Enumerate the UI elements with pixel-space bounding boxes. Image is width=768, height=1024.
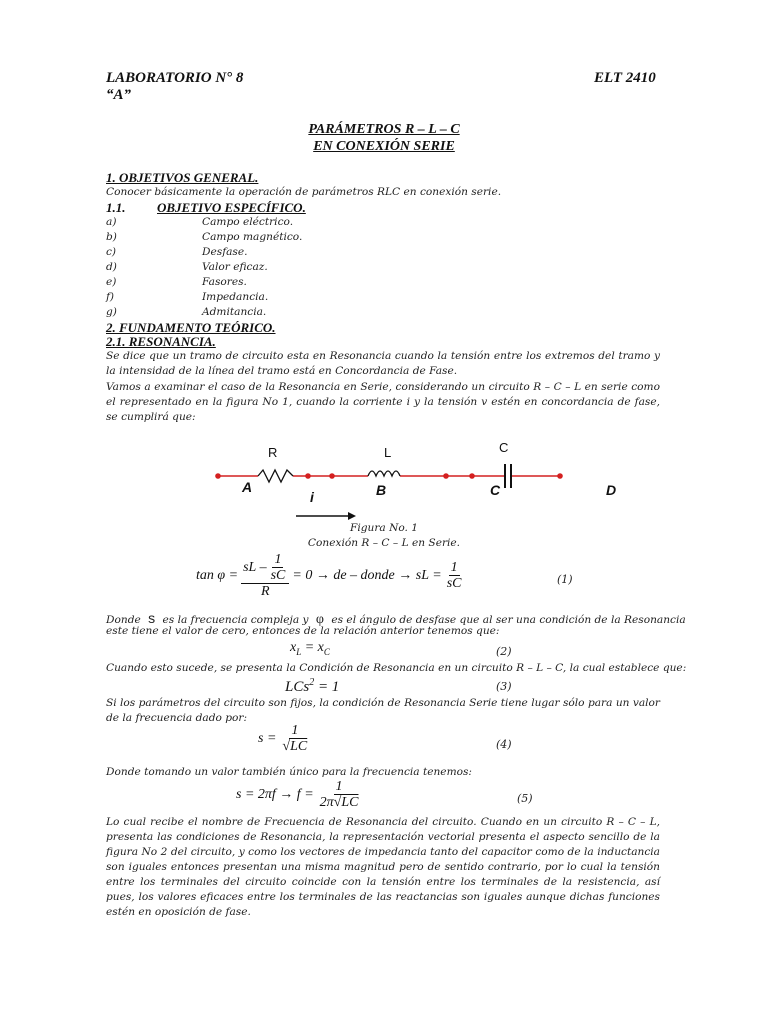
- circuit-node-dot: [329, 473, 335, 479]
- eq1-inner-den: sC: [270, 568, 286, 583]
- node-A-label: A: [242, 479, 253, 495]
- section-2-heading: 2. FUNDAMENTO TEÓRICO.: [106, 320, 276, 335]
- node-D-label: D: [606, 482, 617, 498]
- circuit-node-dot: [469, 473, 475, 479]
- current-arrow-head: [348, 512, 356, 520]
- resistor-symbol: [258, 470, 293, 482]
- section-1-heading: 1. OBJETIVOS GENERAL.: [106, 170, 259, 185]
- eq1-number: (1): [557, 573, 573, 586]
- equation-5: s = 2πf → f = $\frac{1}{2\pi√LC}$: [236, 779, 359, 810]
- objective-item-text: Admitancia.: [202, 306, 267, 318]
- label-R: R: [268, 445, 278, 460]
- node-C-label: C: [490, 482, 501, 498]
- objective-item-text: Desfase.: [202, 246, 248, 258]
- paragraph-cuando: Cuando esto sucede, se presenta la Condición de Resonancia en un circuito R – L – C, la cual establece que:: [106, 662, 687, 674]
- objective-item-key: d): [106, 261, 117, 273]
- node-B-label: B: [376, 482, 387, 498]
- objective-item-key: b): [106, 231, 117, 243]
- circuit-node-dot: [215, 473, 221, 479]
- objective-item-text: Campo magnético.: [202, 231, 303, 243]
- inductor-symbol: [368, 471, 400, 476]
- circuit-node-dot: [443, 473, 449, 479]
- course-code: ELT 2410: [594, 70, 656, 86]
- eq4-number: (4): [496, 738, 512, 751]
- symbol-s: s: [148, 610, 156, 626]
- label-C: C: [499, 440, 509, 455]
- doc-title-line2: EN CONEXIÓN SERIE: [313, 139, 455, 154]
- eq1-inner-num: 1: [274, 552, 282, 567]
- paragraph-donde2: Donde tomando un valor también único para la frecuencia tenemos:: [106, 766, 473, 778]
- group-label: “A”: [106, 87, 132, 103]
- objective-item-key: a): [106, 216, 117, 228]
- section-1-1-number: 1.1.: [106, 200, 126, 215]
- equation-4: s = $\frac{1}{√LC}$: [258, 723, 308, 754]
- eq1-rhs-den: sC: [446, 576, 462, 591]
- paragraph-final: Lo cual recibe el nombre de Frecuencia de Resonancia del circuito. Cuando en un circuito R – C – L, presenta las condiciones de Resonancia, la representación vectorial presenta el aspecto sencillo de la figura No 2 del circuito, y como los vectores de impedancia tanto del capacitor como de la inductancia son iguales entonces presentan una misma magnitud pero de sentido contrario, por lo cual la tensión entre los terminales del circuito coincide con la tensión entre los terminales de la resistencia, así pues, los valores eficaces entre los terminales de las reactancias son iguales aunque dichas funciones estén en oposición de fase.: [106, 816, 660, 918]
- current-label: i: [310, 489, 314, 505]
- lab-number: LABORATORIO N° 8: [106, 70, 244, 86]
- paragraph-donde-line1: Donde s es la frecuencia compleja y φ es el ángulo de desfase que al ser una condición de la Resonancia: [106, 610, 686, 627]
- label-L: L: [384, 445, 392, 460]
- section-2-1-heading: 2.1. RESONANCIA.: [106, 334, 216, 349]
- objective-item-text: Valor eficaz.: [202, 261, 268, 273]
- eq1-num-top: sL –: [243, 560, 267, 575]
- symbol-phi: φ: [315, 612, 324, 627]
- objective-item-key: g): [106, 306, 117, 318]
- eq1-den: R: [260, 584, 270, 599]
- objective-item-key: f): [106, 291, 115, 303]
- objective-item-key: e): [106, 276, 117, 288]
- eq1-rhs-num: 1: [450, 560, 458, 575]
- figure-caption-text: Conexión R – C – L en Serie.: [307, 537, 461, 549]
- eq2-number: (2): [496, 645, 512, 658]
- eq3-number: (3): [496, 680, 512, 693]
- objective-item-text: Campo eléctrico.: [202, 216, 294, 228]
- figure-caption-number: Figura No. 1: [349, 522, 419, 534]
- section-1-text: Conocer básicamente la operación de parámetros RLC en conexión serie.: [106, 186, 502, 198]
- circuit-node-dot: [305, 473, 311, 479]
- paragraph-resonancia-serie: Vamos a examinar el caso de la Resonancia en Serie, considerando un circuito R – C – L en serie como el representado en la figura No 1, cuando la corriente i y la tensión v estén en concordancia de fase, se cumplirá que:: [106, 381, 660, 423]
- paragraph-si: Si los parámetros del circuito son fijos, la condición de Resonancia Serie tiene lugar sólo para un valor de la frecuencia dado por:: [106, 697, 660, 724]
- equation-3: LCs$^2$ = 1: [285, 677, 340, 695]
- paragraph-donde-line2: este tiene el valor de cero, entonces de la relación anterior tenemos que:: [106, 625, 500, 637]
- circuit-diagram: [200, 430, 640, 525]
- objective-item-key: c): [106, 246, 117, 258]
- section-1-1-heading: OBJETIVO ESPECÍFICO.: [157, 200, 306, 215]
- eq1-lhs: tan φ =: [196, 568, 239, 583]
- objective-item-text: Impedancia.: [202, 291, 269, 303]
- paragraph-resonancia-def: Se dice que un tramo de circuito esta en Resonancia cuando la tensión entre los extremos del tramo y la intensidad de la línea del tramo está en Concordancia de Fase.: [106, 350, 660, 377]
- equation-1: [196, 553, 463, 599]
- equation-2: $x_L = x_C$: [290, 640, 330, 657]
- circuit-node-dot: [557, 473, 563, 479]
- objective-item-text: Fasores.: [202, 276, 247, 288]
- doc-title-line1: PARÁMETROS R – L – C: [308, 122, 460, 137]
- eq5-number: (5): [517, 792, 533, 805]
- eq1-mid: = 0 → de – donde → sL =: [292, 568, 442, 583]
